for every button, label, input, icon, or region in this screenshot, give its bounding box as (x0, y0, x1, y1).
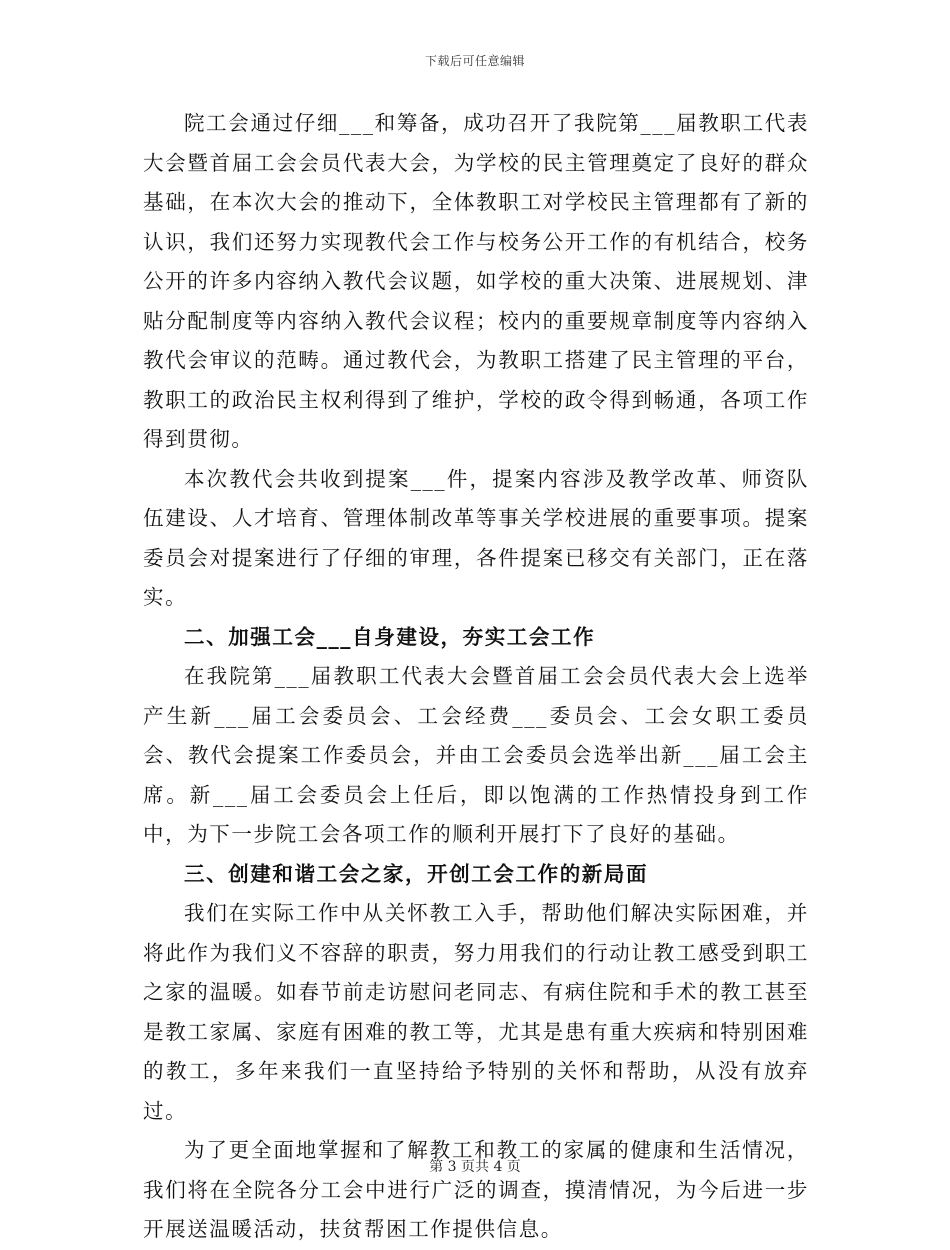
paragraph-proposals: 本次教代会共收到提案___件，提案内容涉及教学改革、师资队伍建设、人才培育、管理体制改革等事关学校进展的重要事项。提案委员会对提案进行了仔细的审理，各件提案已移交有关部门，正在落实。 (143, 466, 809, 609)
page-footer: 第 3 页共 4 页 (429, 1159, 521, 1175)
section-heading-2: 二、加强工会___自身建设，夯实工会工作 (184, 624, 596, 649)
section-heading-3: 三、创建和谐工会之家，开创工会工作的新局面 (184, 861, 649, 886)
document-body (143, 104, 809, 1250)
paragraph-survey: 为了更全面地掌握和了解教工和教工的家属的健康和生活情况，我们将在全院各分工会中进行广泛的调查，摸清情况，为今后进一步开展送温暖活动，扶贫帮困工作提供信息。 (143, 1138, 809, 1241)
page-header: 下载后可任意编辑 (424, 54, 525, 68)
paragraph-congress-summary: 院工会通过仔细___和筹备，成功召开了我院第___届教职工代表大会暨首届工会会员代表大会，为学校的民主管理奠定了良好的群众基础，在本次大会的推动下，全体教职工对学校民主管理都有了新的认识，我们还努力实现教代会工作与校务公开工作的有机结合，校务公开的许多内容纳入教代会议题，如学校的重大决策、进展规划、津贴分配制度等内容纳入教代会议程；校内的重要规章制度等内容纳入教代会审议的范畴。通过教代会，为教职工搭建了民主管理的平台，教职工的政治民主权利得到了维护，学校的政令得到畅通，各项工作得到贯彻。 (143, 111, 809, 451)
paragraph-care: 我们在实际工作中从关怀教工入手，帮助他们解决实际困难，并将此作为我们义不容辞的职责，努力用我们的行动让教工感受到职工之家的温暖。如春节前走访慰问老同志、有病住院和手术的教工甚至是教工家属、家庭有困难的教工等，尤其是患有重大疾病和特别困难的教工，多年来我们一直坚持给予特别的关怀和帮助，从没有放弃过。 (143, 901, 809, 1123)
paragraph-elections: 在我院第___届教职工代表大会暨首届工会会员代表大会上选举产生新___届工会委员会、工会经费___委员会、工会女职工委员会、教代会提案工作委员会，并由工会委员会选举出新___届工会主席。新___届工会委员会上任后，即以饱满的工作热情投身到工作中，为下一步院工会各项工作的顺利开展打下了良好的基础。 (143, 664, 809, 846)
